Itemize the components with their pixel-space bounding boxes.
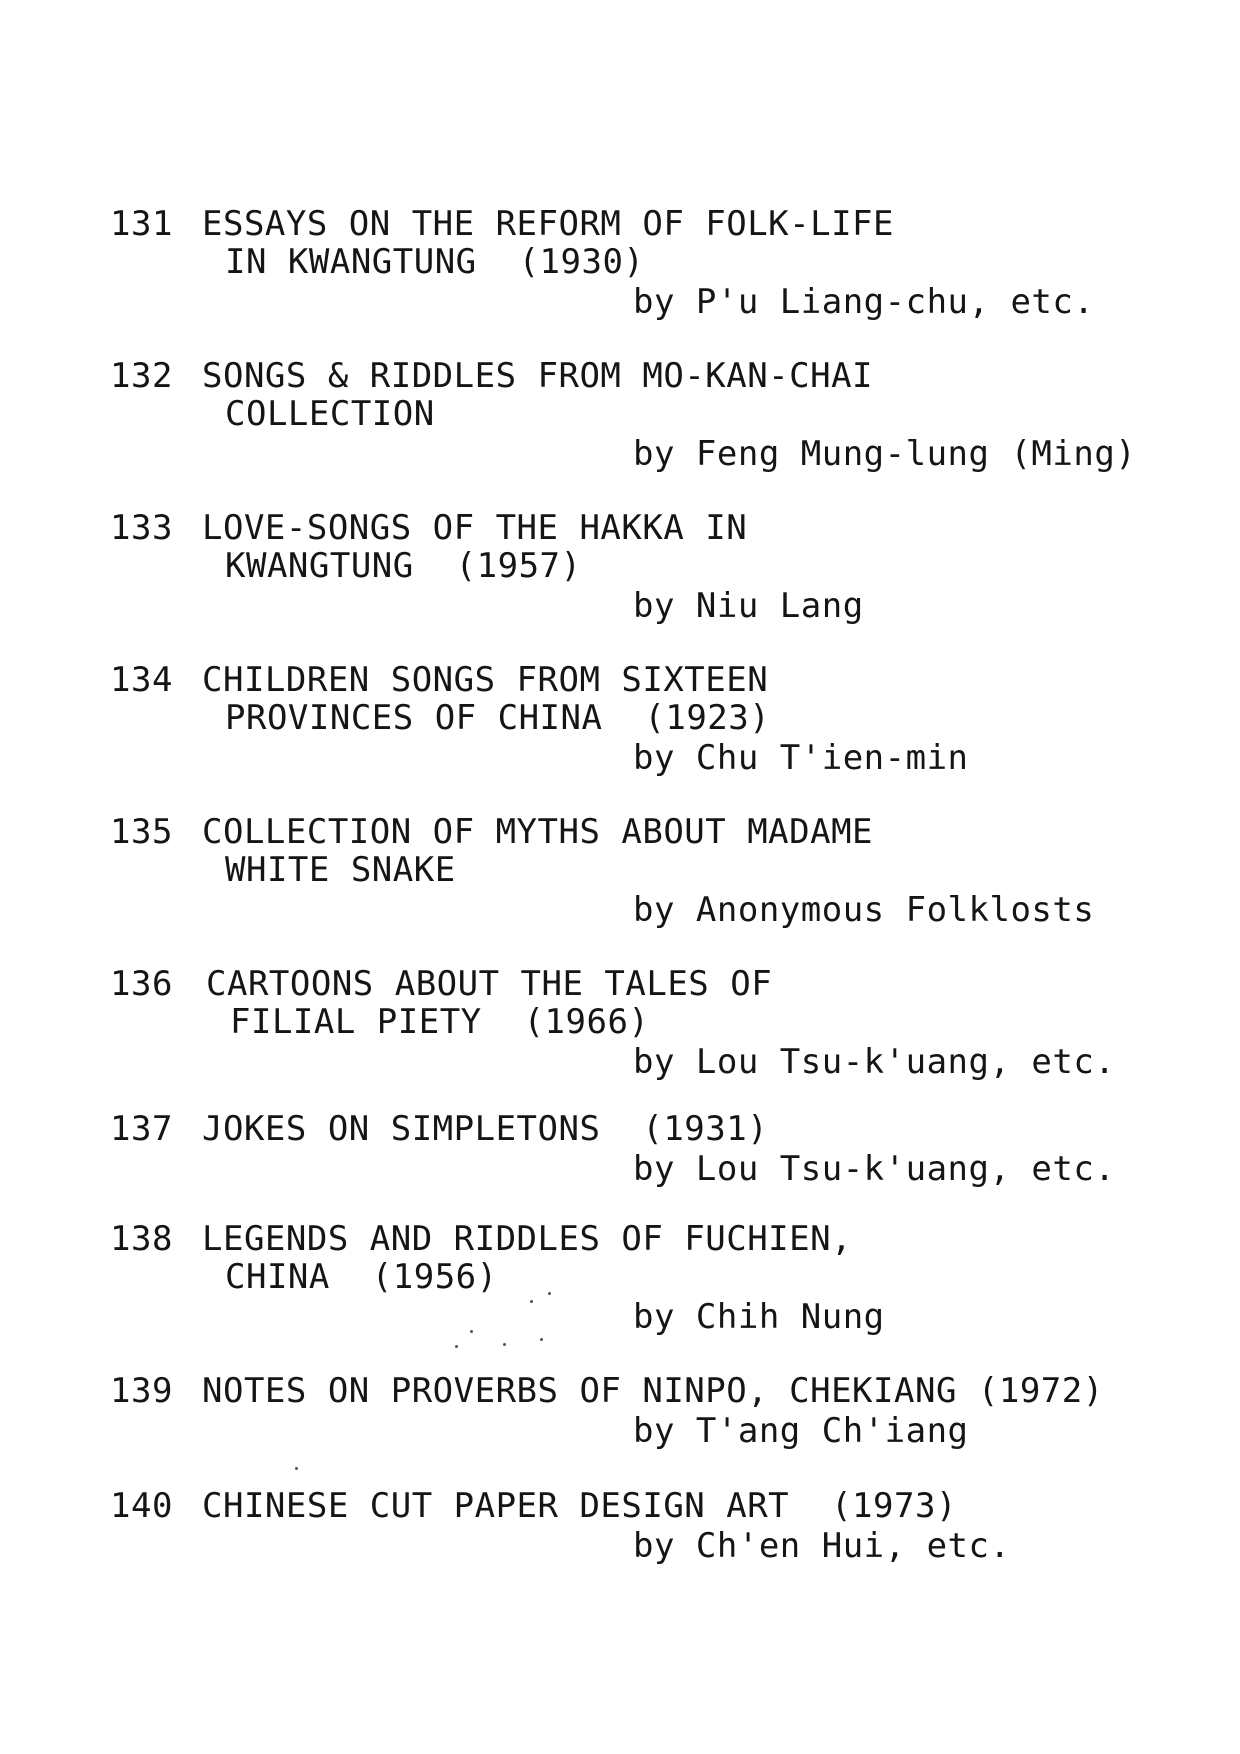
entry-number: 133 [110, 508, 173, 548]
entry-number: 140 [110, 1486, 173, 1526]
scan-speck [455, 1345, 458, 1348]
entry-author: by Anonymous Folklosts [633, 890, 1095, 930]
entry-author: by Niu Lang [633, 586, 864, 626]
catalog-entry-140 [110, 1487, 1190, 1677]
entry-title: SONGS & RIDDLES FROM MO-KAN-CHAI [202, 356, 874, 396]
scan-speck [540, 1338, 543, 1341]
entry-title: NOTES ON PROVERBS OF NINPO, CHEKIANG (1972) [202, 1371, 1104, 1411]
entry-author: by Chih Nung [633, 1297, 885, 1337]
entry-title: CHINESE CUT PAPER DESIGN ART (1973) [202, 1486, 957, 1526]
entry-title: LOVE-SONGS OF THE HAKKA IN [202, 508, 748, 548]
entry-number: 134 [110, 660, 173, 700]
entry-author: by Ch'en Hui, etc. [633, 1526, 1011, 1566]
entry-title: LEGENDS AND RIDDLES OF FUCHIEN, [202, 1219, 853, 1259]
entry-title: JOKES ON SIMPLETONS (1931) [202, 1109, 769, 1149]
scan-speck [470, 1330, 473, 1333]
entry-author: by Feng Mung-lung (Ming) [633, 434, 1137, 474]
entry-author: by Chu T'ien-min [633, 738, 969, 778]
entry-title-continued: IN KWANGTUNG (1930) [225, 242, 645, 282]
entry-number: 137 [110, 1109, 173, 1149]
scan-speck [548, 1292, 551, 1295]
entry-author: by Lou Tsu-k'uang, etc. [633, 1149, 1116, 1189]
scan-speck [503, 1343, 506, 1346]
entry-author: by Lou Tsu-k'uang, etc. [633, 1042, 1116, 1082]
entry-author: by P'u Liang-chu, etc. [633, 282, 1095, 322]
entry-title-continued: COLLECTION [225, 394, 435, 434]
entry-number: 131 [110, 204, 173, 244]
entry-title: CHILDREN SONGS FROM SIXTEEN [202, 660, 769, 700]
entry-number: 132 [110, 356, 173, 396]
entry-title: COLLECTION OF MYTHS ABOUT MADAME [202, 812, 874, 852]
entry-number: 139 [110, 1371, 173, 1411]
entry-title: ESSAYS ON THE REFORM OF FOLK-LIFE [202, 204, 895, 244]
scan-speck [295, 1467, 298, 1470]
entry-title-continued: WHITE SNAKE [225, 850, 456, 890]
entry-title-continued: KWANGTUNG (1957) [225, 546, 582, 586]
entry-title: CARTOONS ABOUT THE TALES OF [206, 964, 773, 1004]
scan-speck [530, 1300, 533, 1303]
entry-number: 138 [110, 1219, 173, 1259]
entry-title-continued: CHINA (1956) [225, 1257, 498, 1297]
entry-title-continued: FILIAL PIETY (1966) [230, 1002, 650, 1042]
entry-author: by T'ang Ch'iang [633, 1411, 969, 1451]
entry-number: 135 [110, 812, 173, 852]
entry-number: 136 [110, 964, 173, 1004]
entry-title-continued: PROVINCES OF CHINA (1923) [225, 698, 771, 738]
